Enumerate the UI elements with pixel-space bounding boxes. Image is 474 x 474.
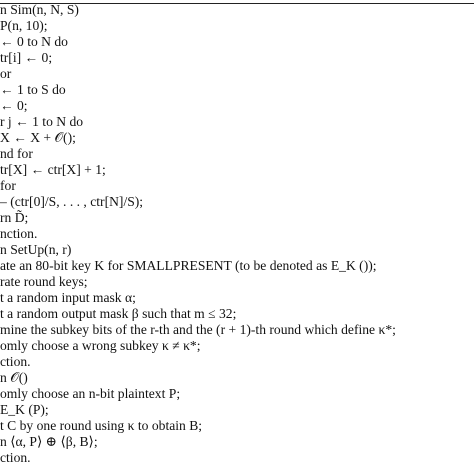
alg-line: ← 0; [0, 98, 28, 113]
alg-line: nd for [0, 146, 33, 161]
alg-line: X ← X + 𝒪(); [0, 130, 76, 145]
alg-line: ate an 80-bit key K for SMALLPRESENT (to be denoted as E_K ()); [0, 258, 377, 273]
alg-line: ← 0 to N do [0, 34, 68, 49]
alg-line: ction. [0, 354, 31, 369]
alg-line: for [0, 178, 16, 193]
alg-line: n Sim(n, N, S) [0, 2, 79, 17]
alg-line: tr[i] ← 0; [0, 50, 53, 65]
alg-line: rate round keys; [0, 274, 88, 289]
alg-line: omly choose an n-bit plaintext P; [0, 386, 181, 401]
alg-line: r j ← 1 to N do [0, 114, 84, 129]
alg-line: ← 1 to S do [0, 82, 66, 97]
alg-line: tr[X] ← ctr[X] + 1; [0, 162, 106, 177]
alg-line: n ⟨α, P⟩ ⊕ ⟨β, B⟩; [0, 434, 98, 449]
alg-line: n SetUp(n, r) [0, 242, 72, 257]
alg-line: nction. [0, 226, 38, 241]
alg-line: P(n, 10); [0, 18, 48, 33]
alg-line: t a random output mask β such that m ≤ 32; [0, 306, 237, 321]
alg-line: omly choose a wrong subkey κ ≠ κ*; [0, 338, 201, 353]
alg-line: – (ctr[0]/S, . . . , ctr[N]/S); [0, 194, 144, 209]
alg-line: or [0, 66, 12, 81]
alg-line: ction. [0, 450, 31, 465]
alg-line: t a random input mask α; [0, 290, 136, 305]
alg-line: rn D̃; [0, 210, 29, 225]
alg-line: E_K (P); [0, 402, 49, 417]
alg-line: mine the subkey bits of the r-th and the (r + 1)-th round which define κ*; [0, 322, 396, 337]
alg-line: t C by one round using κ to obtain B; [0, 418, 203, 433]
alg-line: n 𝒪() [0, 370, 28, 385]
